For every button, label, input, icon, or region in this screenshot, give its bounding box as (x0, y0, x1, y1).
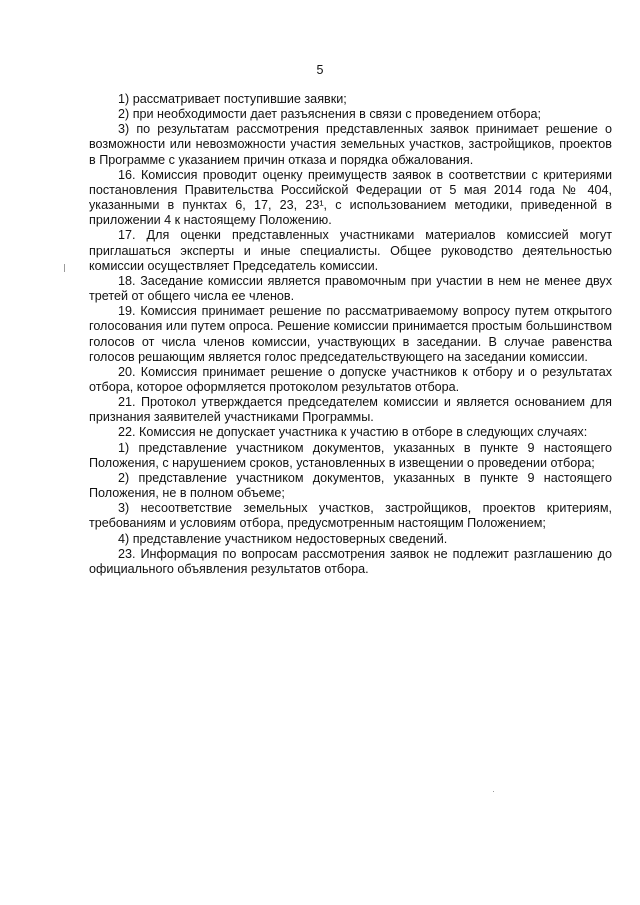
paragraph-22-item-3: 3) несоответствие земельных участков, застройщиков, проектов критериям, требованиям и условиям отбора, предусмотренным настоящим Положением; (89, 501, 612, 531)
paragraph-item-1: 1) рассматривает поступившие заявки; (118, 92, 347, 106)
paragraph-item-3: 3) по результатам рассмотрения представленных заявок принимает решение о возможности или невозможности участия земельных участков, застройщиков, проектов в Программе с указанием причин отказа и порядка обжалования. (89, 122, 612, 167)
paragraph-22-item-2: 2) представление участником документов, указанных в пункте 9 настоящего Положения, не в полном объеме; (89, 470, 612, 501)
paragraph-19: 19. Комиссия принимает решение по рассматриваемому вопросу путем открытого голосования или путем опроса. Решение комиссии принимается простым большинством голосов от числа членов комиссии, участвующих в заседании. В случае равенства голосов решающим является голос председательствующего на заседании комиссии. (89, 304, 612, 364)
paragraph-item-2: 2) при необходимости дает разъяснения в связи с проведением отбора; (118, 107, 541, 122)
page-number: 5 (316, 63, 324, 77)
scan-mark (64, 264, 65, 272)
scan-dot (493, 791, 494, 792)
paragraph-20: 20. Комиссия принимает решение о допуске участников к отбору и о результатах отбора, которое оформляется протоколом результатов отбора. (89, 364, 612, 394)
document-body (89, 92, 612, 577)
paragraph-18: 18. Заседание комиссии является правомочным при участии в нем не менее двух третей от общего числа ее членов. (89, 273, 612, 304)
paragraph-17: 17. Для оценки представленных участниками материалов комиссией могут приглашаться эксперты и иные специалисты. Общее руководство деятельностью комиссии осуществляет Председатель комиссии. (89, 228, 612, 273)
paragraph-22: 22. Комиссия не допускает участника к участию в отборе в следующих случаях: (118, 425, 588, 440)
paragraph-21: 21. Протокол утверждается председателем комиссии и является основанием для признания заявителей участниками Программы. (89, 395, 612, 425)
paragraph-22-item-1: 1) представление участником документов, указанных в пункте 9 настоящего Положения, с нарушением сроков, установленных в извещении о проведении отбора; (89, 440, 612, 470)
paragraph-22-item-4: 4) представление участником недостоверных сведений. (118, 531, 448, 546)
paragraph-23: 23. Информация по вопросам рассмотрения заявок не подлежит разглашению до официального объявления результатов отбора. (89, 546, 612, 576)
paragraph-16: 16. Комиссия проводит оценку преимуществ заявок в соответствии с критериями постановления Правительства Российской Федерации от 5 мая 2014 года № 404, указанными в пунктах 6, 17, 23, 23¹, с использованием методики, приведенной в приложении 4 к настоящему Положению. (89, 167, 612, 228)
